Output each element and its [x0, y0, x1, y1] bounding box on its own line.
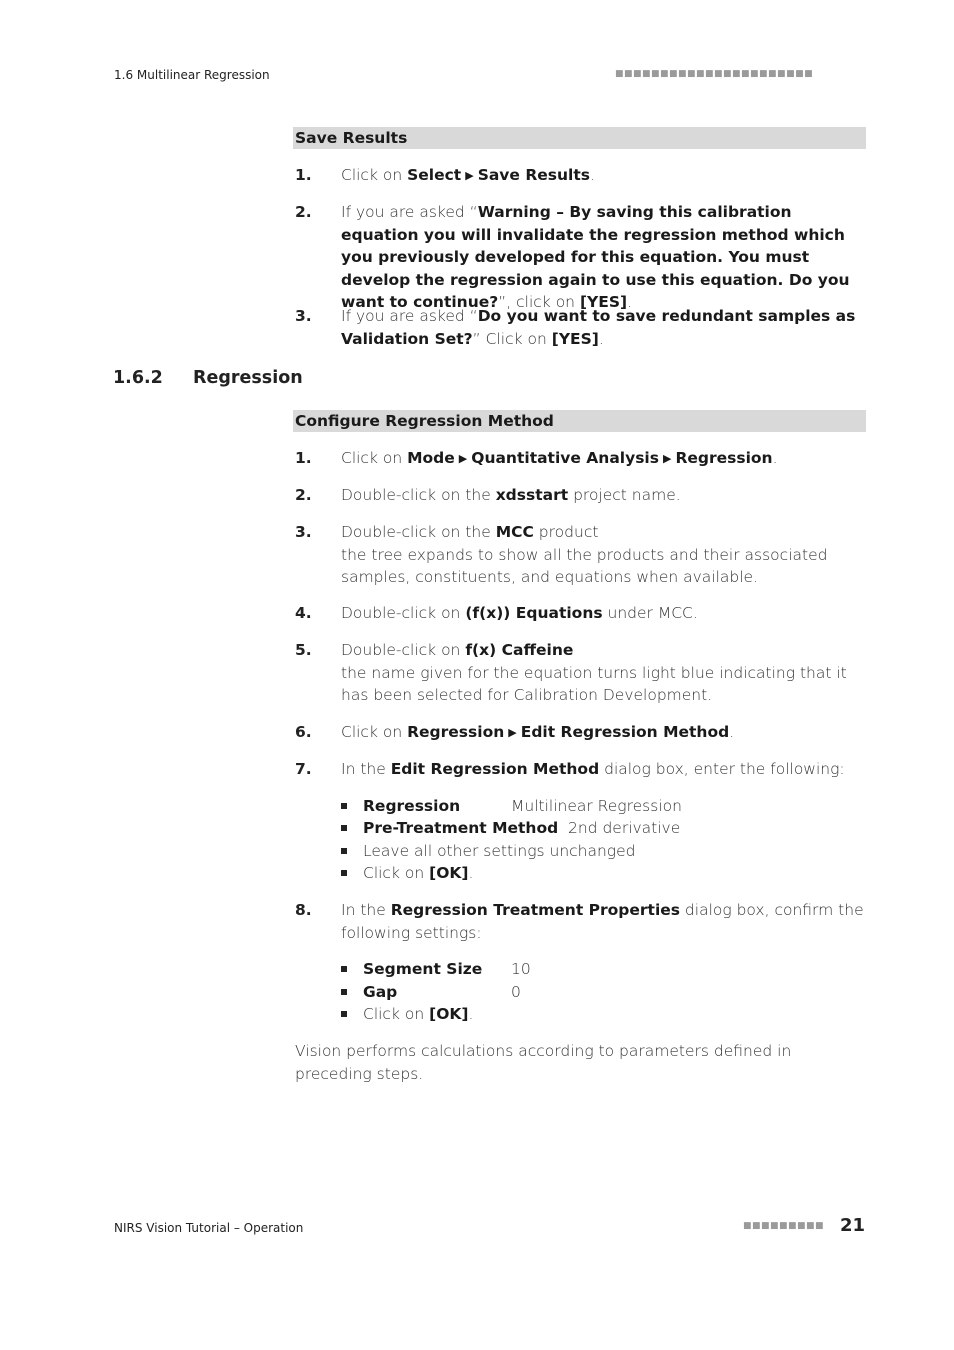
- step-text: If you are asked “Warning – By saving this calibration equation you will invalidate the regression method which you previously developed for this equation. You must develop the regression again to use this equation. Do you want to continue?”, click on [YES].: [341, 203, 850, 311]
- bullet-square-icon: [341, 989, 347, 995]
- arrow-right-icon: ▶: [508, 726, 517, 739]
- bullet-square-icon: [341, 825, 347, 831]
- step-number: 1.: [295, 166, 312, 184]
- bullet-square-icon: [341, 848, 347, 854]
- step-text: Double-click on (f(x)) Equations under MCC.: [341, 604, 698, 622]
- bullet-square-icon: [341, 870, 347, 876]
- footer-decoration: ■■■■■■■■■: [743, 1221, 825, 1231]
- save-results-heading: Save Results: [293, 127, 866, 149]
- step-text: Click on Mode ▶ Quantitative Analysis ▶ Regression.: [341, 449, 778, 467]
- arrow-right-icon: ▶: [465, 169, 474, 182]
- step-text: Double-click on the xdsstart project name.: [341, 486, 681, 504]
- step-text: In the Edit Regression Method dialog box, enter the following:: [341, 760, 845, 778]
- step-number: 2.: [295, 486, 312, 504]
- arrow-right-icon: ▶: [662, 452, 672, 465]
- step-number: 1.: [295, 449, 312, 467]
- running-header-section: 1.6 Multilinear Regression: [114, 68, 270, 82]
- step-number: 8.: [295, 901, 312, 919]
- step-text: Click on Select ▶ Save Results.: [341, 166, 595, 184]
- step-text: Click on Regression ▶ Edit Regression Method.: [341, 723, 735, 741]
- bullet-square-icon: [341, 966, 347, 972]
- section-title: Regression: [193, 368, 303, 388]
- step-number: 3.: [295, 307, 312, 325]
- step-text: Double-click on f(x) Caffeine the name given for the equation turns light blue indicating that it has been selected for Calibration Development.: [341, 641, 847, 704]
- step-number: 4.: [295, 604, 312, 622]
- bullet-square-icon: [341, 803, 347, 809]
- step-number: 7.: [295, 760, 312, 778]
- header-decoration: ■■■■■■■■■■■■■■■■■■■■■■: [615, 69, 814, 79]
- section-number: 1.6.2: [113, 368, 163, 388]
- step-text: Double-click on the MCC product the tree expands to show all the products and their associated samples, constituents, and equations when available.: [341, 523, 828, 586]
- bullet-square-icon: [341, 1011, 347, 1017]
- configure-heading: Configure Regression Method: [293, 410, 866, 432]
- step-text: If you are asked “Do you want to save redundant samples as Validation Set?” Click on [YES].: [341, 307, 856, 348]
- step-text: In the Regression Treatment Properties dialog box, confirm the following settings:: [341, 901, 864, 942]
- step-number: 5.: [295, 641, 312, 659]
- running-footer-title: NIRS Vision Tutorial – Operation: [114, 1221, 304, 1235]
- step-number: 2.: [295, 203, 312, 221]
- step-number: 3.: [295, 523, 312, 541]
- page-number: 21: [840, 1215, 866, 1236]
- closing-paragraph: Vision performs calculations according to parameters defined in preceding steps.: [295, 1042, 792, 1083]
- arrow-right-icon: ▶: [458, 452, 468, 465]
- step-number: 6.: [295, 723, 312, 741]
